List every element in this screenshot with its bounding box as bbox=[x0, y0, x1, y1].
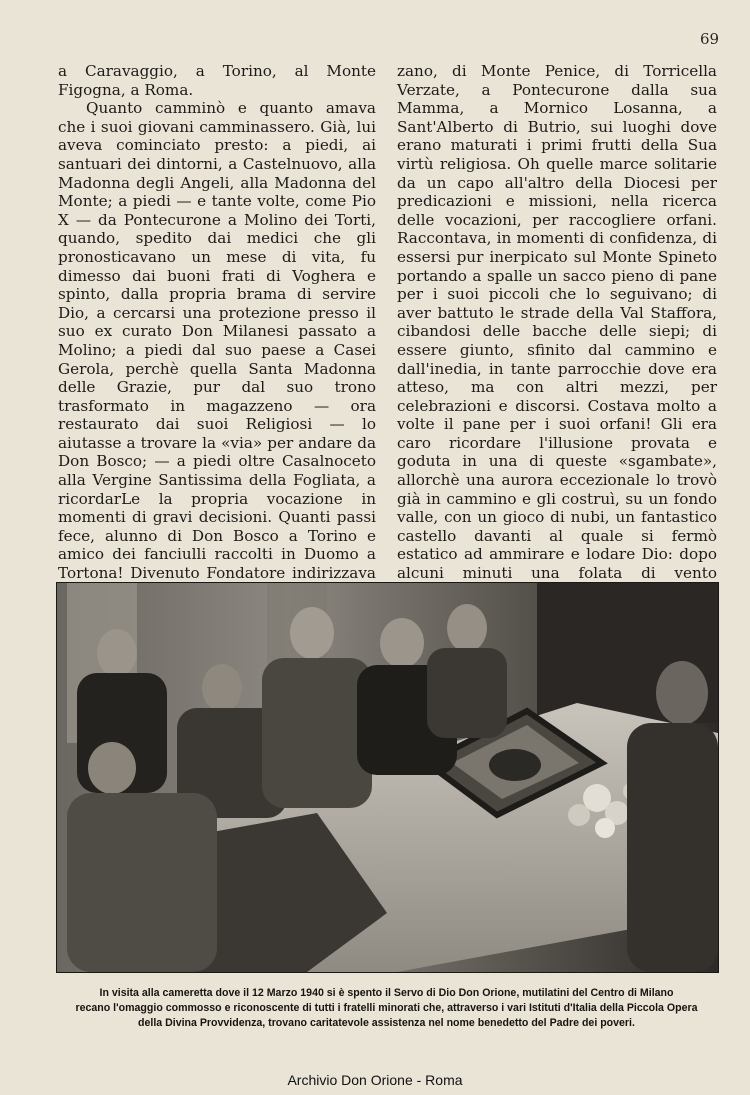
paragraph-right-1: zano, di Monte Penice, di Torricella Verzate, a Pontecurone dalla sua Mamma, a Mornico Losanna, a Sant'Alberto di Butrio, sui luoghi dove erano maturati i primi frutti della Sua virtù religiosa. Oh quelle marce solitarie da un capo all'altro della Diocesi per predicazioni e missioni, nella ricerca delle vocazioni, per raccogliere orfani. Raccontava, in momenti di confidenza, di essersi pur inerpicato sul Monte Spineto portando a spalle un sacco pieno di pane per i suoi piccoli che lo seguivano; di aver battuto le strade della Val Staffora, cibandosi delle bacche delle siepi; di essere giunto, sfinito dal cammino e dall'inedia, in tante parrocchie dove era atteso, ma con altri mezzi, per celebrazioni e discorsi. Costava molto a volte il pane per i suoi orfani! Gli era caro ricordare l'illusione provata e goduta in una di queste «sgambate», allorchè una aurora eccezionale lo trovò già in cammino e gli costruì, su un fondo valle, con un gioco di nubi, un fantastico castello davanti al quale si fermò estatico ad ammirare e lodare Dio: dopo alcuni minuti una folata di vento bbox=[397, 62, 717, 583]
text-column-right bbox=[397, 62, 717, 657]
archive-footer: Archivio Don Orione - Roma bbox=[287, 1072, 463, 1088]
caption-line-1: In visita alla cameretta dove il 12 Marzo 1940 si è spento il Servo di Dio Don Orione, mutilatini del Centro di Milano bbox=[99, 987, 674, 999]
caption-line-3: della Divina Provvidenza, trovano caritatevole assistenza nel nome benedetto del Padre dei poveri. bbox=[138, 1017, 635, 1029]
paragraph-left-1: a Caravaggio, a Torino, al Monte Figogna, a Roma. bbox=[58, 62, 376, 99]
caption-line-2: recano l'omaggio commosso e riconoscente di tutti i fratelli minorati che, attraverso i vari Istituti d'Italia della Piccola Opera bbox=[75, 1002, 698, 1014]
text-column-left bbox=[58, 62, 376, 657]
page-number: 69 bbox=[700, 30, 720, 48]
photo-caption bbox=[56, 986, 717, 1031]
paragraph-left-2: Quanto camminò e quanto amava che i suoi giovani camminassero. Già, lui aveva cominciato presto: a piedi, ai santuari dei dintorni, a Castelnuovo, alla Madonna degli Angeli, alla Madonna del Monte; a piedi — e tante volte, come Pio X — da Pontecurone a Molino dei Torti, quando, spedito dai medici che gli pronosticavano un mese di vita, fu dimesso dai buoni frati di Voghera e spinto, dalla propria brama di servire Dio, a cercarsi una protezione presso il suo ex curato Don Milanesi passato a Molino; a piedi dal suo paese a Casei Gerola, perchè quella Santa Madonna delle Grazie, pur dal suo trono trasformato in magazzeno — ora restaurato dai suoi Religiosi — lo aiutasse a trovare la «via» per andare da Don Bosco; — a piedi oltre Casalnoceto alla Vergine Santissima della Fogliata, a ricordarLe la propria vocazione in momenti di gravi decisioni. Quanti passi fece, alunno di Don Bosco a Torino e amico dei fanciulli raccolti in Duomo a Tortona! Divenuto Fondatore indirizzava bbox=[58, 99, 376, 583]
photo-illustration bbox=[57, 583, 718, 972]
photograph-children-around-bed bbox=[56, 582, 719, 973]
